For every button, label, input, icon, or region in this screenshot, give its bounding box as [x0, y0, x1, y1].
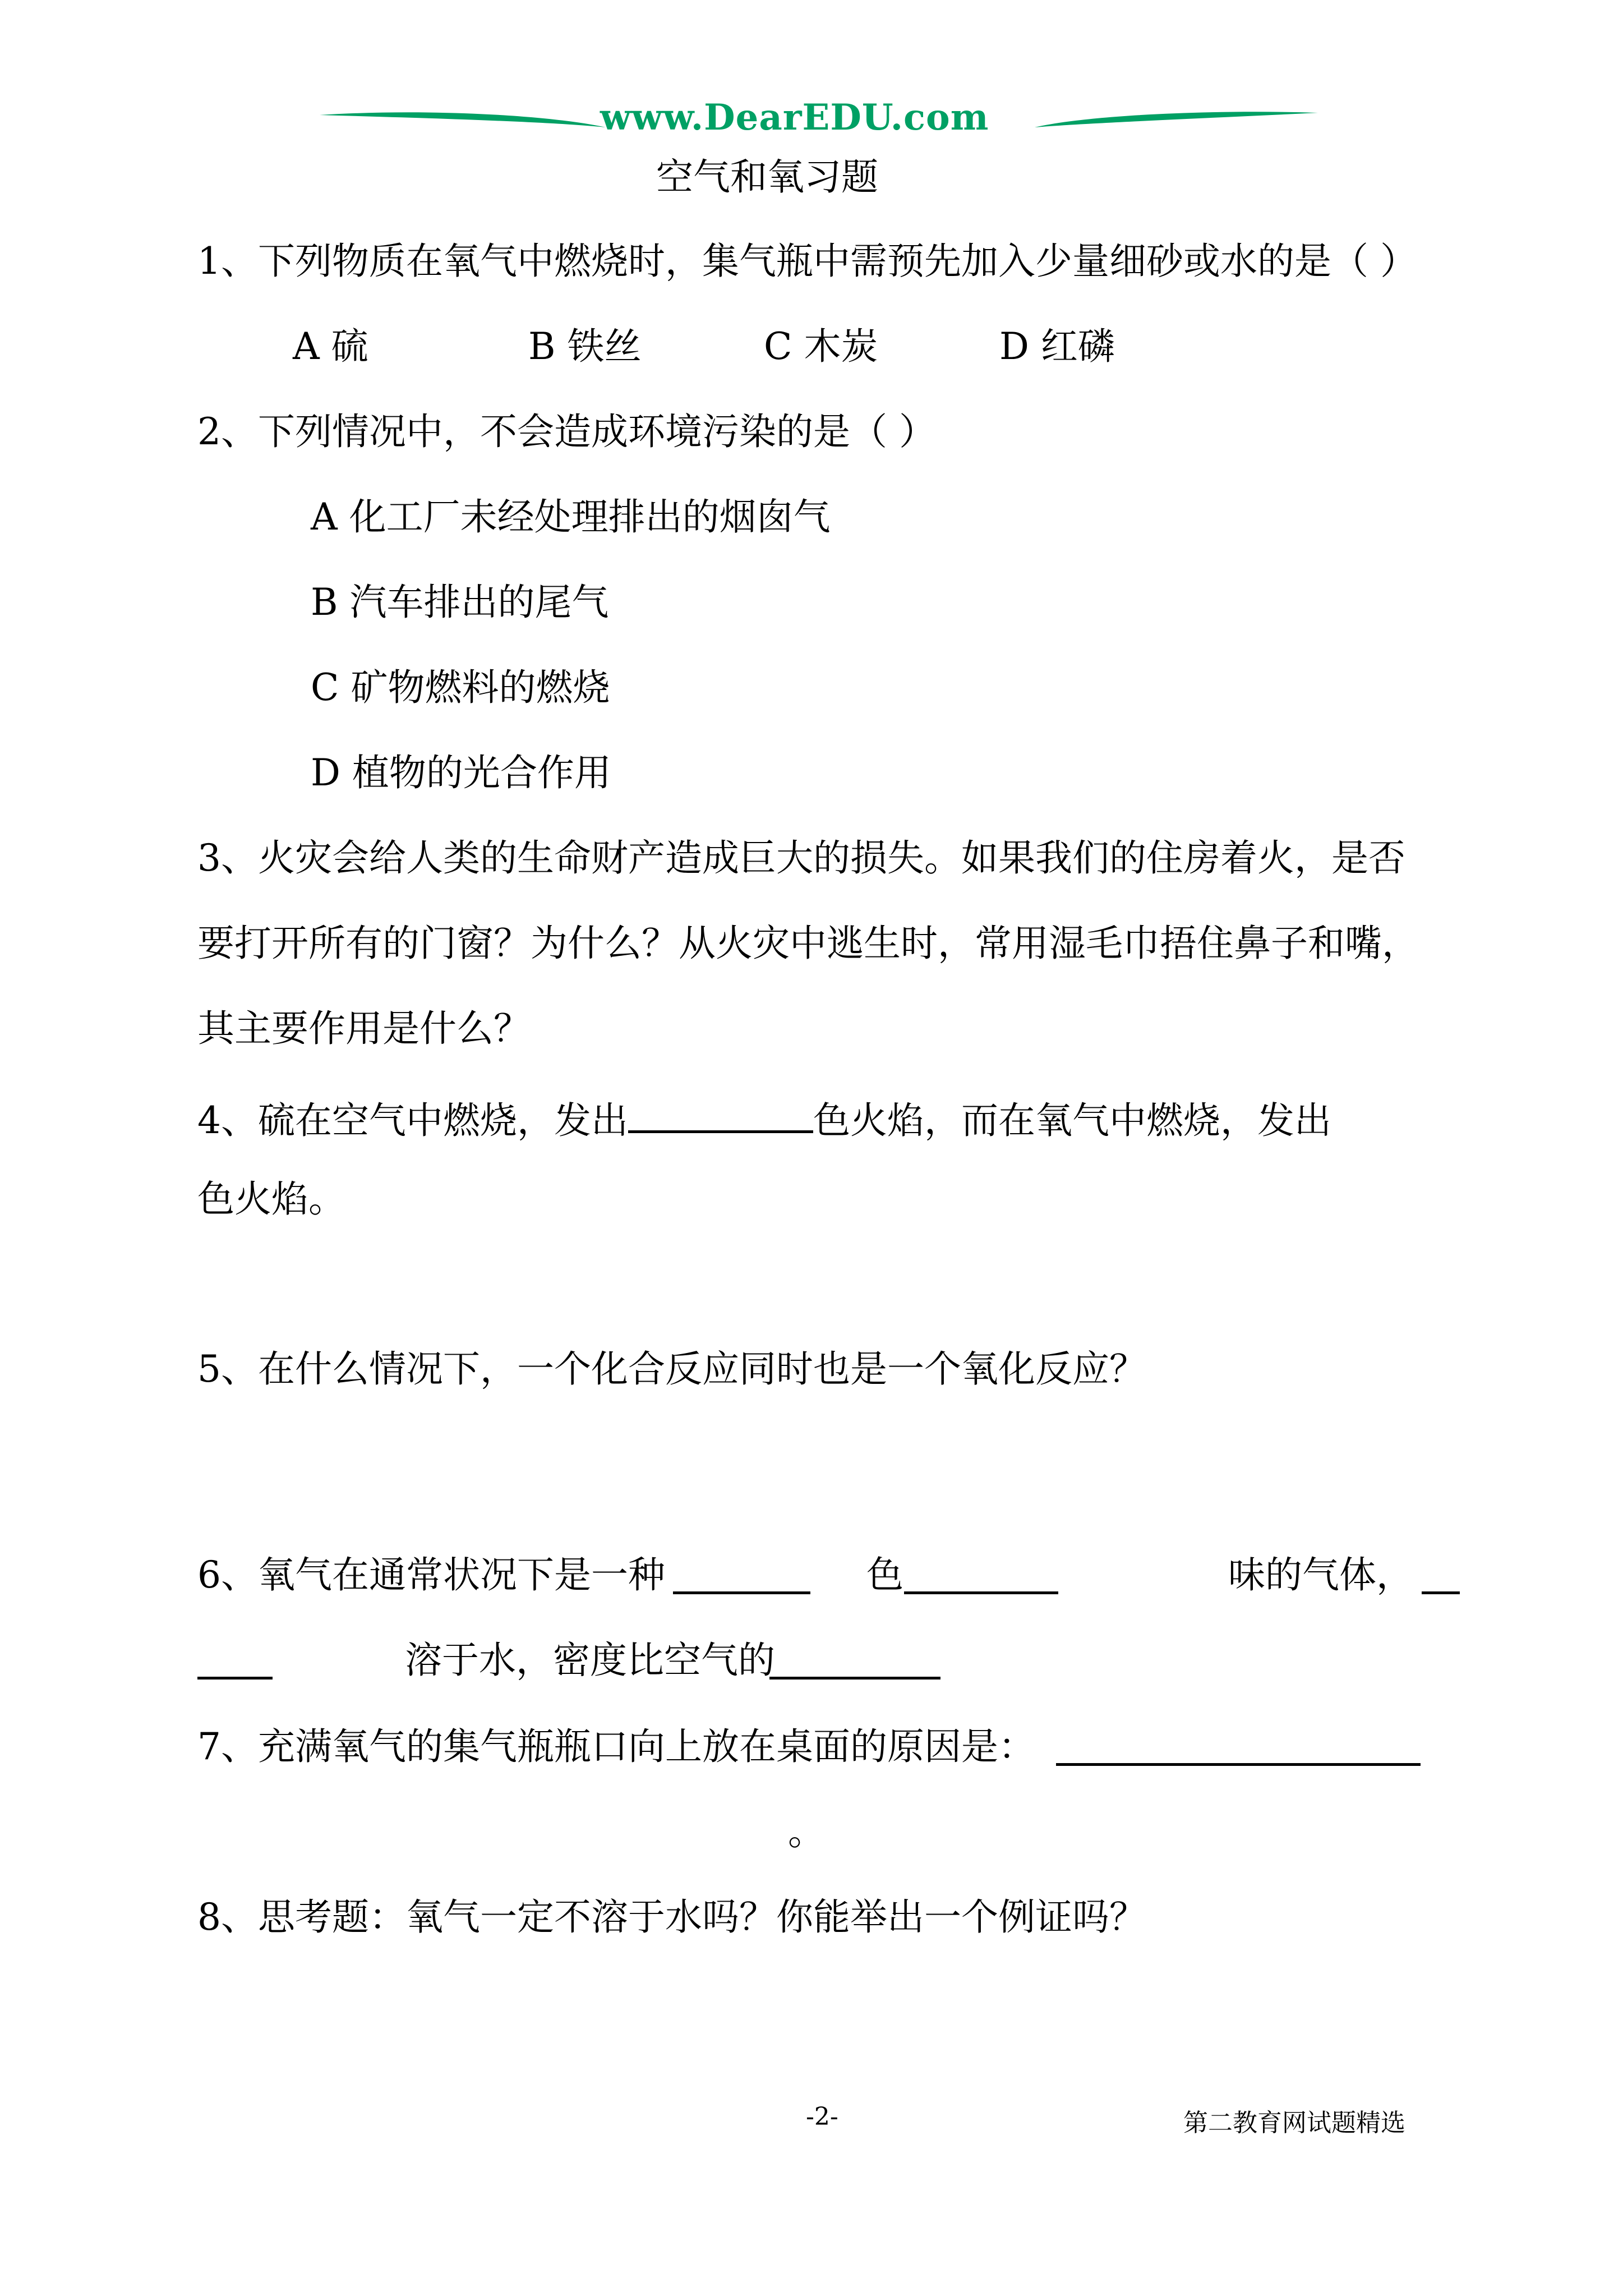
footer-source: 第二教育网试题精选: [1183, 2109, 1405, 2137]
q1-option-d: D 红磷: [999, 325, 1115, 368]
q6-blank-2[interactable]: [904, 1557, 1058, 1594]
q6-text-2: 色: [866, 1553, 903, 1596]
q2-option-a: A 化工厂未经处理排出的烟囱气: [311, 495, 831, 539]
question-2: 2、下列情况中，不会造成环境污染的是（ ）: [197, 410, 936, 453]
q4-text-1: 4、硫在空气中燃烧，发出: [197, 1099, 628, 1142]
q7-text-1: 7、充满氧气的集气瓶瓶口向上放在桌面的原因是：: [197, 1725, 1035, 1768]
q2-option-d: D 植物的光合作用: [311, 751, 611, 794]
question-8: 8、思考题：氧气一定不溶于水吗？你能举出一个例证吗？: [197, 1895, 1146, 1939]
q7-blank[interactable]: [1056, 1728, 1421, 1766]
q6-text-1: 6、氧气在通常状况下是一种: [197, 1553, 665, 1596]
page-title: 空气和氧习题: [656, 155, 878, 199]
q6-blank-3a[interactable]: [1422, 1557, 1460, 1594]
q6-blank-3b[interactable]: [197, 1642, 273, 1680]
q2-option-c: C 矿物燃料的燃烧: [311, 666, 610, 709]
question-3-line-2: 要打开所有的门窗？为什么？从火灾中逃生时，常用湿毛巾捂住鼻子和嘴，: [197, 922, 1419, 965]
site-logo-text: www.DearEDU.com: [600, 96, 989, 139]
question-1: 1、下列物质在氧气中燃烧时，集气瓶中需预先加入少量细砂或水的是（ ）: [197, 240, 1417, 283]
q6-text-4: 溶于水，密度比空气的: [405, 1639, 775, 1682]
q4-blank-1[interactable]: [628, 1096, 813, 1133]
q1-option-c: C 木炭: [764, 325, 878, 368]
q7-text-2: 。: [788, 1810, 825, 1853]
q6-text-3: 味的气体，: [1228, 1553, 1413, 1596]
banner-right-swoosh: [1035, 112, 1318, 127]
q4-text-3: 色火焰。: [197, 1177, 345, 1221]
question-4-line-1: [197, 1096, 1331, 1142]
q6-blank-1[interactable]: [673, 1557, 810, 1594]
q1-option-b: B 铁丝: [528, 325, 642, 368]
q6-blank-4[interactable]: [769, 1642, 940, 1680]
q2-option-b: B 汽车排出的尾气: [311, 581, 609, 624]
q1-option-a: A 硫: [293, 325, 368, 368]
question-3-line-3: 其主要作用是什么？: [197, 1007, 531, 1050]
page-number: -2-: [806, 2102, 838, 2131]
q4-text-2: 色火焰，而在氧气中燃烧，发出: [813, 1099, 1331, 1142]
question-5: 5、在什么情况下，一个化合反应同时也是一个氧化反应？: [197, 1347, 1146, 1391]
question-3-line-1: 3、火灾会给人类的生命财产造成巨大的损失。如果我们的住房着火，是否: [197, 836, 1405, 880]
banner-left-swoosh: [320, 112, 606, 127]
